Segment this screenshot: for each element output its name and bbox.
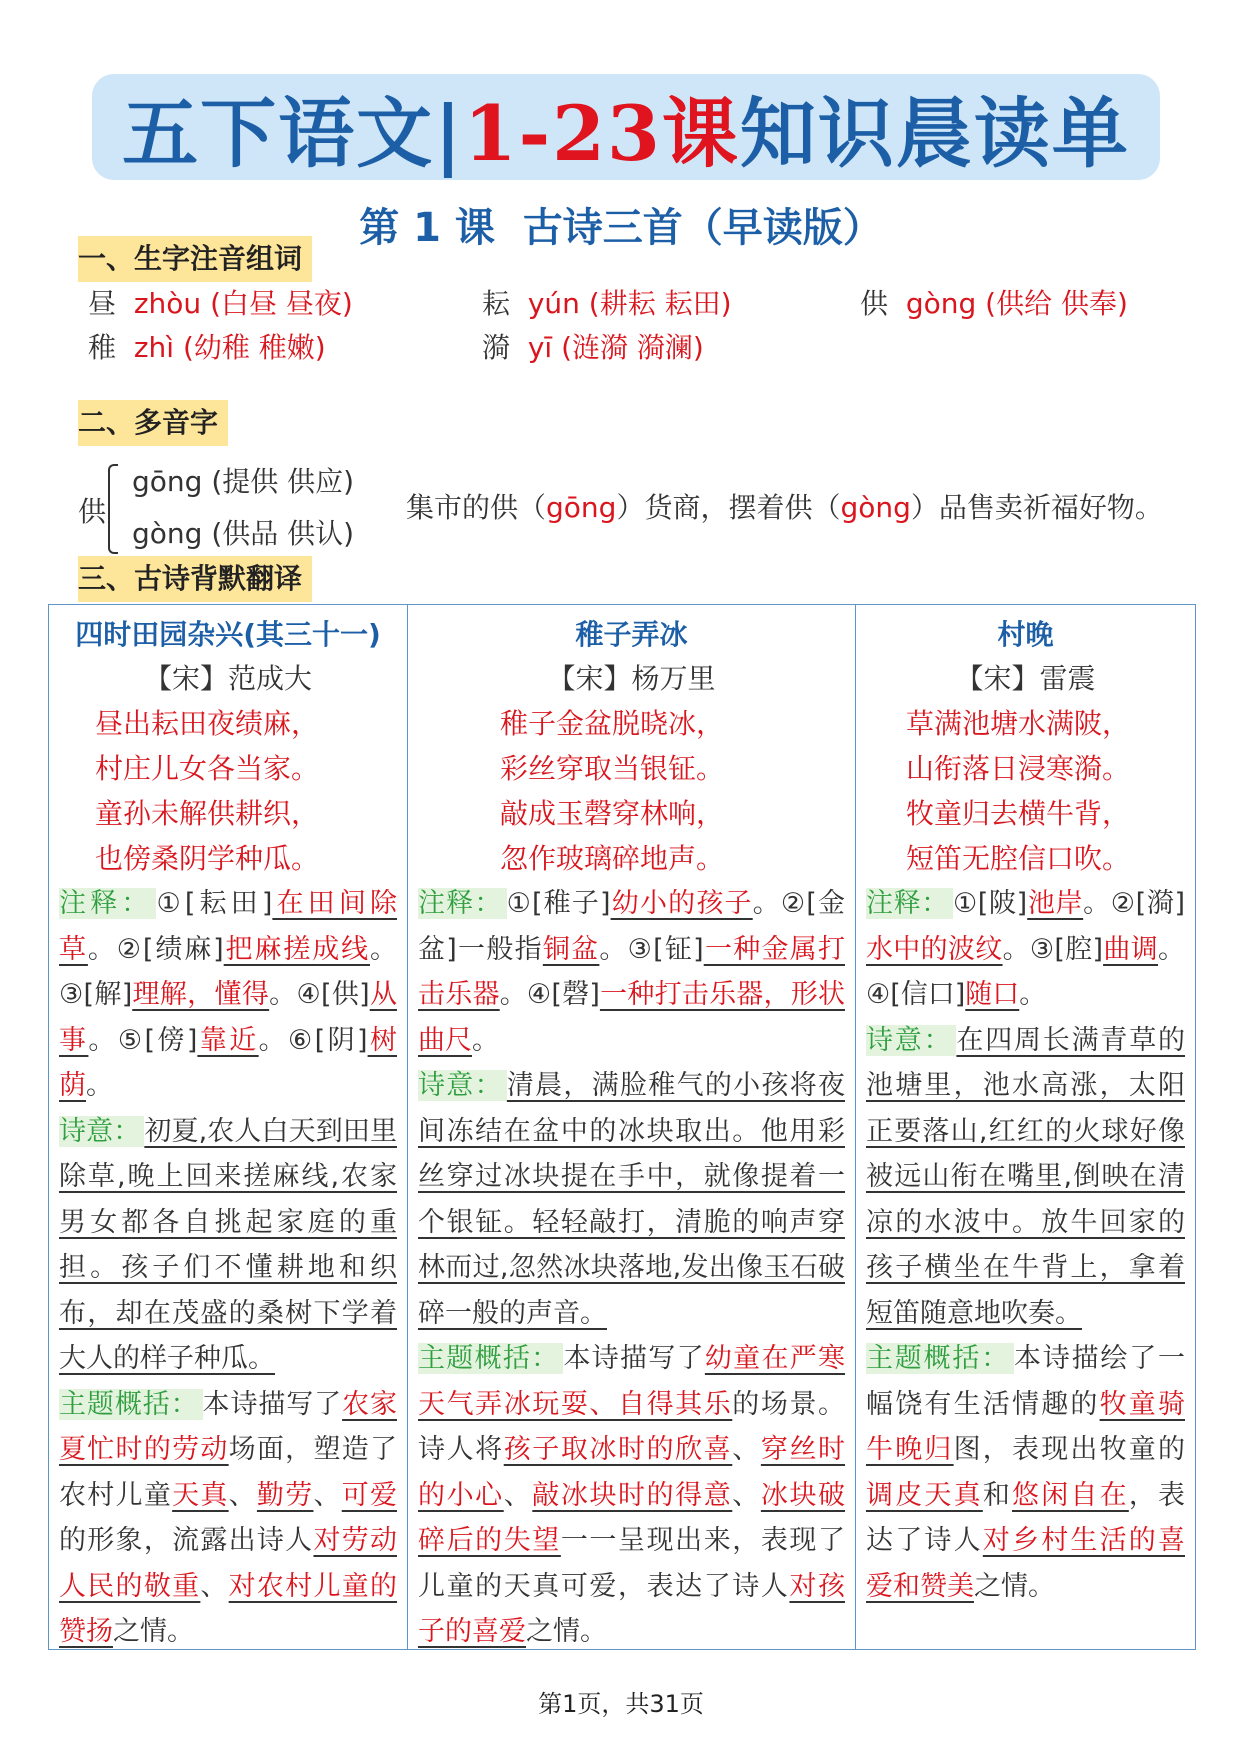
poem-notes: 注释： ①[陂]池岸。②[漪]水中的波纹。③[腔]曲调。④[信口]随口。 (866, 888, 1186, 1010)
vocab-item: 耘 yún (耕耘 耘田) (482, 287, 732, 320)
brace-icon (108, 464, 118, 554)
vocab-item: 漪 yī (涟漪 漪澜) (482, 331, 704, 364)
polyphone-reading-1: gōng (提供 供应) (132, 465, 355, 498)
vocab-item: 稚 zhì (幼稚 稚嫩) (88, 331, 326, 364)
poem-line: 村庄儿女各当家。 (95, 752, 320, 785)
title-part3: 知识晨读单 (739, 88, 1130, 178)
poem-line: 山衔落日浸寒漪。 (906, 752, 1131, 785)
poem-line: 草满池塘水满陂， (906, 707, 1131, 740)
poem-author: 【宋】雷震 (955, 662, 1096, 695)
poem-notes: 注释： ①[耘田]在田间除草。②[绩麻]把麻搓成线。③[解]理解，懂得。④[供]从事。⑤[傍]靠近。⑥[阴]树荫。 (59, 888, 398, 1101)
title-banner (92, 74, 1160, 180)
page-footer: 第1页，共31页 (538, 1690, 704, 1718)
poem-notes: 注释： ①[稚子]幼小的孩子。②[金盆]一般指铜盆。③[钲]一种金属打击乐器。④[磬]一种打击乐器，形状曲尺。 (418, 888, 846, 1056)
poem-line: 敲成玉磬穿林响， (500, 797, 725, 830)
polyphone-block (78, 460, 1228, 560)
vocab-item: 昼 zhòu (白昼 昼夜) (88, 287, 353, 320)
poem-column (407, 605, 855, 1649)
poem-column (49, 605, 407, 1649)
poem-theme: 主题概括： 本诗描写了农家夏忙时的劳动场面，塑造了农村儿童天真、勤劳、可爱的形象，流露出诗人对劳动人民的敬重、对农村儿童的赞扬之情。 (59, 1388, 398, 1647)
poem-line: 牧童归去横牛背， (906, 797, 1131, 830)
section-heading-polyphone: 二、多音字 (78, 400, 228, 446)
poem-line: 昼出耘田夜绩麻， (95, 707, 320, 740)
section-heading-vocab: 一、生字注音组词 (78, 236, 312, 282)
poem-line: 短笛无腔信口吹。 (906, 842, 1131, 875)
poem-meaning: 诗意： 初夏,农人白天到田里除草,晚上回来搓麻线,农家男女都各自挑起家庭的重担。孩子们不懂耕地和织布，却在茂盛的桑树下学着大人的样子种瓜。 (59, 1115, 397, 1374)
poem-meaning: 诗意： 在四周长满青草的池塘里，池水高涨，太阳正要落山,红红的火球好像被远山衔在嘴里,倒映在清凉的水波中。放牛回家的孩子横坐在牛背上，拿着短笛随意地吹奏。 (866, 1024, 1186, 1329)
poem-line: 稚子金盆脱晓冰， (500, 707, 725, 740)
poem-line: 也傍桑阴学种瓜。 (95, 842, 320, 875)
poem-line: 忽作玻璃碎地声。 (500, 842, 725, 875)
lesson-title: 第 1 课 古诗三首（早读版） (359, 205, 883, 251)
poem-author: 【宋】范成大 (143, 662, 312, 695)
poem-meaning: 诗意： 清晨，满脸稚气的小孩将夜间冻结在盆中的冰块取出。他用彩丝穿过冰块提在手中，就像提着一个银钲。轻轻敲打，清脆的响声穿林而过,忽然冰块落地,发出像玉石破碎一般的声音。 (418, 1070, 846, 1329)
polyphone-reading-2: gòng (供品 供认) (132, 517, 355, 550)
poem-theme: 主题概括： 本诗描写了幼童在严寒天气弄冰玩耍、自得其乐的场景。诗人将孩子取冰时的欣喜、穿丝时的小心、敲冰块时的得意、冰块破碎后的失望一一呈现出来，表现了儿童的天真可爱，表达了诗人对孩子的喜爱之情。 (418, 1343, 846, 1647)
poem-author: 【宋】杨万里 (547, 662, 716, 695)
poem-line: 彩丝穿取当银钲。 (500, 752, 725, 785)
vocab-item: 供 gòng (供给 供奉) (860, 287, 1128, 320)
poem-title: 四时田园杂兴(其三十一) (75, 618, 381, 651)
title-part2: 1-23课 (463, 88, 740, 178)
poem-theme: 主题概括： 本诗描绘了一幅饶有生活情趣的牧童骑牛晚归图，表现出牧童的调皮天真和悠闲自在，表达了诗人对乡村生活的喜爱和赞美之情。 (866, 1343, 1186, 1602)
title-part1: 五下语文| (122, 88, 464, 178)
poem-title: 村晚 (997, 618, 1054, 651)
poem-title: 稚子弄冰 (575, 618, 688, 651)
polyphone-char: 供 (78, 495, 107, 528)
poem-table (48, 604, 1196, 1650)
poem-line: 童孙未解供耕织， (95, 797, 320, 830)
section-heading-poems: 三、古诗背默翻译 (78, 556, 312, 602)
poem-column (855, 605, 1195, 1649)
polyphone-sentence: 集市的供（gōng）货商，摆着供（gòng）品售卖祈福好物。 (406, 491, 1163, 524)
